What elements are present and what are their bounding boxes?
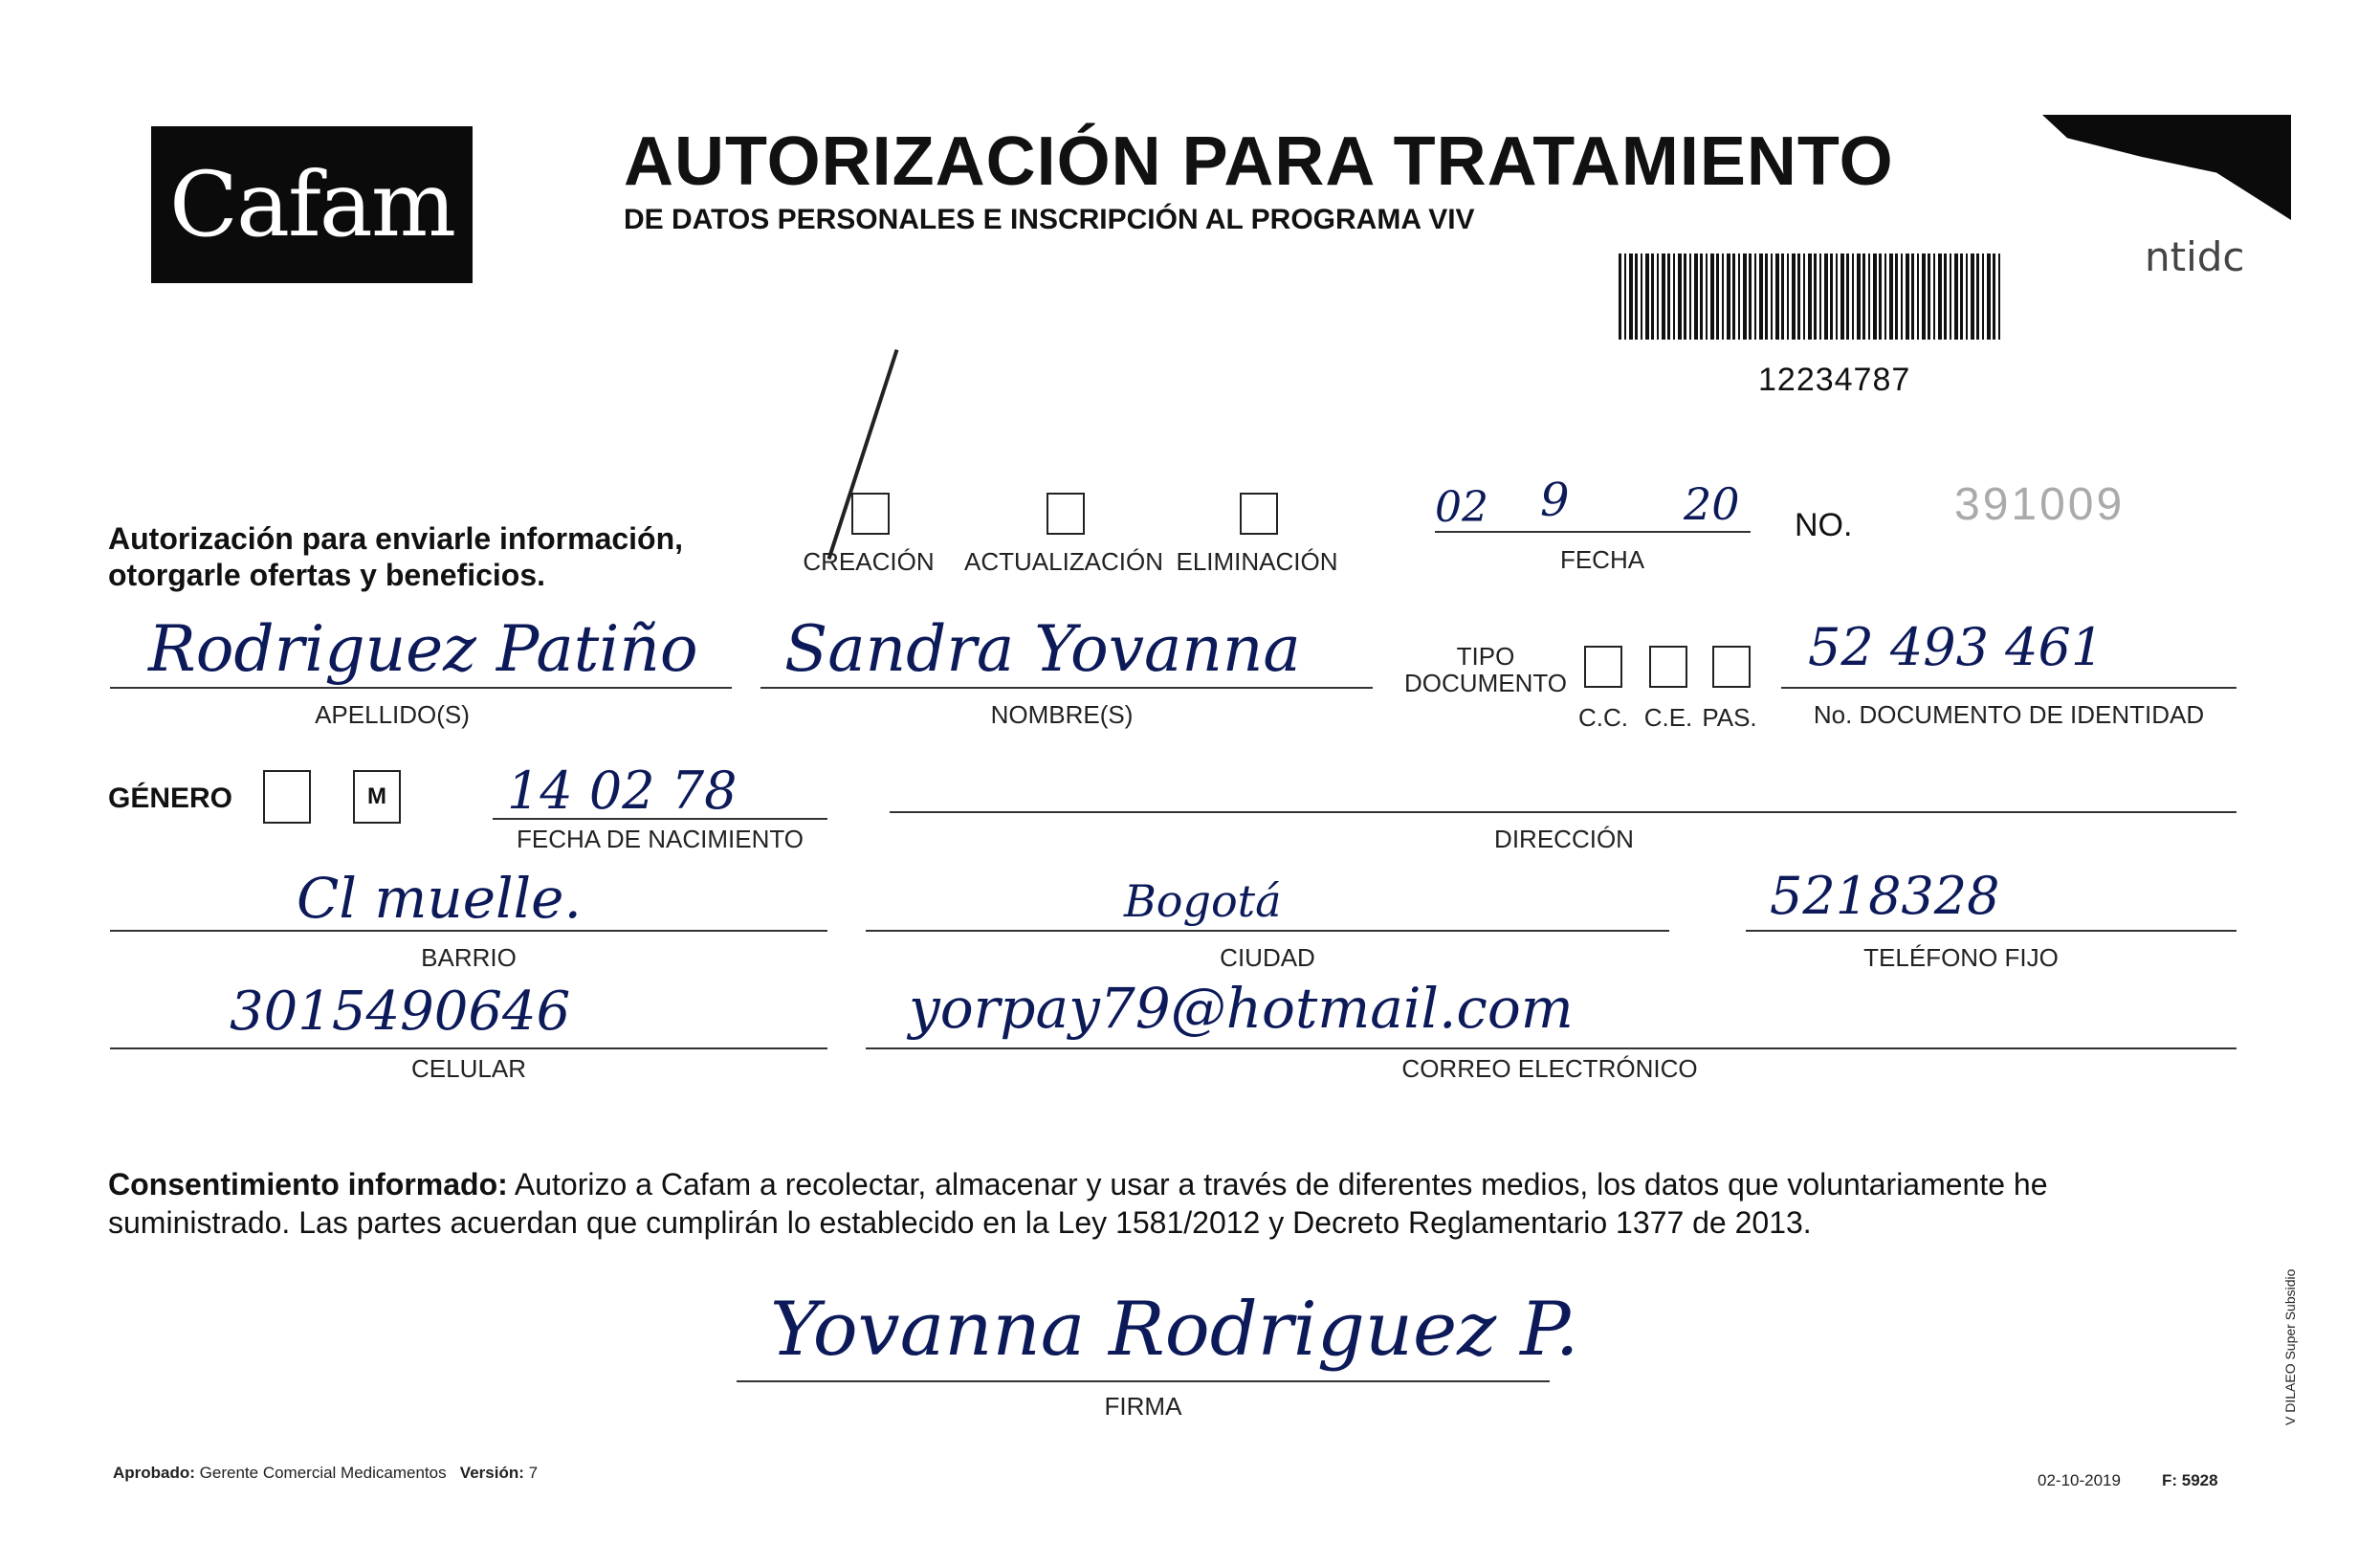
telefono-line <box>1746 930 2237 932</box>
form-title: AUTORIZACIÓN PARA TRATAMIENTO <box>624 123 1894 200</box>
genero-m-checkbox[interactable]: M <box>353 770 401 824</box>
actualizacion-label: ACTUALIZACIÓN <box>963 547 1164 576</box>
cc-checkbox[interactable] <box>1584 646 1622 688</box>
creacion-label: CREACIÓN <box>803 547 935 576</box>
date-label: FECHA <box>1559 545 1645 574</box>
fecha-nacimiento-value: 14 02 78 <box>507 760 738 821</box>
correo-line <box>866 1047 2237 1049</box>
no-label: NO. <box>1795 507 1853 543</box>
eliminacion-label: ELIMINACIÓN <box>1176 547 1338 576</box>
footer-form-code: F: 5928 <box>2162 1471 2218 1489</box>
cc-label: C.C. <box>1578 703 1628 732</box>
cafam-logo: Cafam <box>151 126 473 283</box>
barcode-number: 12234787 <box>1758 362 1911 398</box>
side-text: V DILAEO Super Subsidio <box>2282 1268 2298 1425</box>
nombres-line <box>760 687 1373 689</box>
creacion-checkbox[interactable] <box>851 493 890 535</box>
authorization-heading: Autorización para enviarle información, otorgarle ofertas y beneficios. <box>108 521 684 592</box>
footer-approval <box>113 1464 538 1483</box>
pas-checkbox[interactable] <box>1712 646 1751 688</box>
date-line <box>1435 531 1751 533</box>
barcode <box>1619 253 2001 340</box>
apellidos-line <box>110 687 732 689</box>
telefono-value: 5218328 <box>1770 866 2000 926</box>
celular-value: 3015490646 <box>230 981 571 1043</box>
signature-line <box>737 1380 1550 1382</box>
celular-line <box>110 1047 827 1049</box>
apellidos-label: APELLIDO(S) <box>315 700 470 729</box>
documento-label: No. DOCUMENTO DE IDENTIDAD <box>1813 700 2205 729</box>
form-number: 391009 <box>1954 479 2126 530</box>
form-subtitle: DE DATOS PERSONALES E INSCRIPCIÓN AL PROGRAMA VIV <box>624 204 1475 235</box>
consent-paragraph <box>108 1165 2226 1242</box>
genero-label: GÉNERO <box>108 783 233 814</box>
ce-label: C.E. <box>1643 703 1693 732</box>
genero-f-checkbox[interactable] <box>263 770 311 824</box>
nombres-label: NOMBRE(S) <box>990 700 1134 729</box>
fecha-nacimiento-line <box>493 818 827 820</box>
version-value: 7 <box>528 1464 539 1482</box>
date-year: 20 <box>1684 478 1740 530</box>
ce-checkbox[interactable] <box>1649 646 1687 688</box>
documento-value: 52 493 461 <box>1808 617 2105 677</box>
footer-date-code: 02-10-2019 <box>2038 1471 2121 1489</box>
telefono-label: TELÉFONO FIJO <box>1863 943 2059 972</box>
fecha-nacimiento-label: FECHA DE NACIMIENTO <box>516 825 804 853</box>
direccion-line <box>890 811 2237 813</box>
barrio-label: BARRIO <box>421 943 517 972</box>
barrio-value: Cl muelle. <box>297 866 582 931</box>
consent-text: Autorizo a Cafam a recolectar, almacenar y usar a través de diferentes medios, los datos que voluntariamente he suministrado. Las partes acuerdan que cumplirán lo establecido en la Ley 1581/2012 y Decreto Reglamentario 1377 de 2013. <box>108 1167 2048 1240</box>
apellidos-value: Rodriguez Patiño <box>148 612 698 686</box>
correo-value: yorpay79@hotmail.com <box>909 976 1574 1041</box>
version-label: Versión: <box>459 1464 524 1482</box>
eliminacion-checkbox[interactable] <box>1240 493 1278 535</box>
aprobado-label: Aprobado: <box>113 1464 195 1482</box>
signature-label: FIRMA <box>1104 1392 1182 1421</box>
actualizacion-checkbox[interactable] <box>1047 493 1085 535</box>
celular-label: CELULAR <box>411 1054 526 1083</box>
consent-heading: Consentimiento informado: <box>108 1167 508 1201</box>
correo-label: CORREO ELECTRÓNICO <box>1401 1054 1698 1083</box>
date-day: 02 <box>1435 483 1488 532</box>
torn-text: ntidc <box>2145 233 2245 280</box>
documento-line <box>1781 687 2237 689</box>
nombres-value: Sandra Yovanna <box>784 612 1301 686</box>
date-month: 9 <box>1540 474 1570 527</box>
torn-corner <box>2042 115 2291 220</box>
ciudad-label: CIUDAD <box>1220 943 1315 972</box>
signature-value: Yovanna Rodriguez P. <box>770 1287 1579 1373</box>
aprobado-value: Gerente Comercial Medicamentos <box>199 1464 447 1482</box>
direccion-label: DIRECCIÓN <box>1494 825 1634 853</box>
ciudad-line <box>866 930 1669 932</box>
tipo-documento-label: TIPO DOCUMENTO <box>1404 642 1567 697</box>
ciudad-value: Bogotá <box>1124 875 1282 927</box>
pas-label: PAS. <box>1702 703 1757 732</box>
barrio-line <box>110 930 827 932</box>
